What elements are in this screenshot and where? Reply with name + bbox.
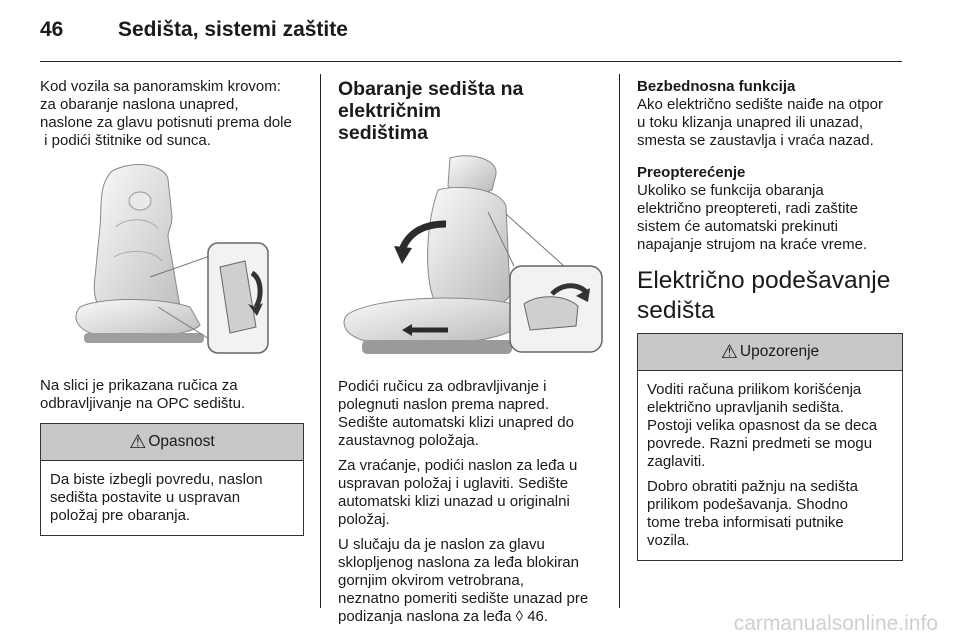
electric-seat-illustration — [338, 154, 604, 364]
danger-box-title: ⚠ Opasnost — [41, 424, 303, 461]
running-title: Sedišta, sistemi zaštite — [118, 18, 348, 41]
electric-adjustment-heading: Električno podešavanje sedišta — [637, 267, 891, 324]
instruction-paragraph-2: Za vraćanje, podići naslon za leđa u uspravan položaj i uglaviti. Sedište automatski klizi unazad u originalni položaj. — [338, 457, 578, 528]
danger-box — [40, 423, 304, 536]
figure-caption: Na slici je prikazana ručica za odbravljivanje na OPC sedištu. — [40, 377, 246, 412]
warning-triangle-icon: ⚠ — [720, 341, 738, 363]
instruction-paragraph-1: Podići ručicu za odbravljivanje i polegnuti naslon prema napred. Sedište automatski klizi unapred do zaustavnog položaja. — [338, 378, 574, 449]
column-divider-1 — [320, 74, 321, 608]
danger-box-body: Da biste izbegli povredu, naslon sedišta postavite u uspravan položaj pre obaranja. — [50, 471, 263, 524]
warning-box-body: Voditi računa prilikom korišćenja električno upravljanih sedišta. Postoji velika opasnost da se deca povrede. Razni predmeti se mogu zaglaviti. Dobro obratiti pažnju na sedišta prilikom podešavanja. Shodno tome treba informisati putnike vozila. — [647, 381, 878, 549]
overload-label: Preopterećenje — [637, 164, 746, 181]
opc-seat-illustration — [40, 157, 304, 363]
header-rule — [40, 61, 902, 62]
instruction-paragraph-3: U slučaju da je naslon za glavu sklopljenog naslona za leđa blokiran gornjim okvirom vetrobrana, neznatno pomeriti sedište unazad pre podizanja naslona za leđa ◊ 46. — [338, 536, 589, 625]
column-1 — [40, 78, 304, 536]
page-header — [40, 18, 920, 48]
warning-triangle-icon: ⚠ — [129, 431, 147, 453]
warning-box — [637, 333, 903, 561]
page-number: 46 — [40, 18, 64, 41]
watermark: carmanualsonline.info — [733, 612, 938, 635]
opc-seat-figure — [40, 157, 304, 363]
warning-box-title: ⚠ Upozorenje — [638, 334, 902, 371]
safety-function-text: Ako električno sedište naiđe na otpor u toku klizanja unapred ili unazad, smesta se zaustavlja i vraća nazad. — [637, 96, 883, 149]
column-2 — [338, 78, 604, 633]
intro-paragraph: Kod vozila sa panoramskim krovom: za obaranje naslona unapred, naslone za glavu potisnuti prema dole i podići štitnike od sunca. — [40, 78, 292, 149]
electric-seat-figure — [338, 154, 604, 364]
section-heading: Obaranje sedišta na električnim sedištima — [338, 78, 524, 144]
page-reference[interactable]: podizanja naslona za leđa ◊ 46. — [338, 608, 549, 625]
overload-text: Ukoliko se funkcija obaranja električno preoptereti, radi zaštite sistem će automatski prekinuti napajanje strujom na kraće vreme. — [637, 182, 868, 253]
safety-function-label: Bezbednosna funkcija — [637, 78, 796, 95]
column-divider-2 — [619, 74, 620, 608]
column-3 — [637, 78, 903, 561]
